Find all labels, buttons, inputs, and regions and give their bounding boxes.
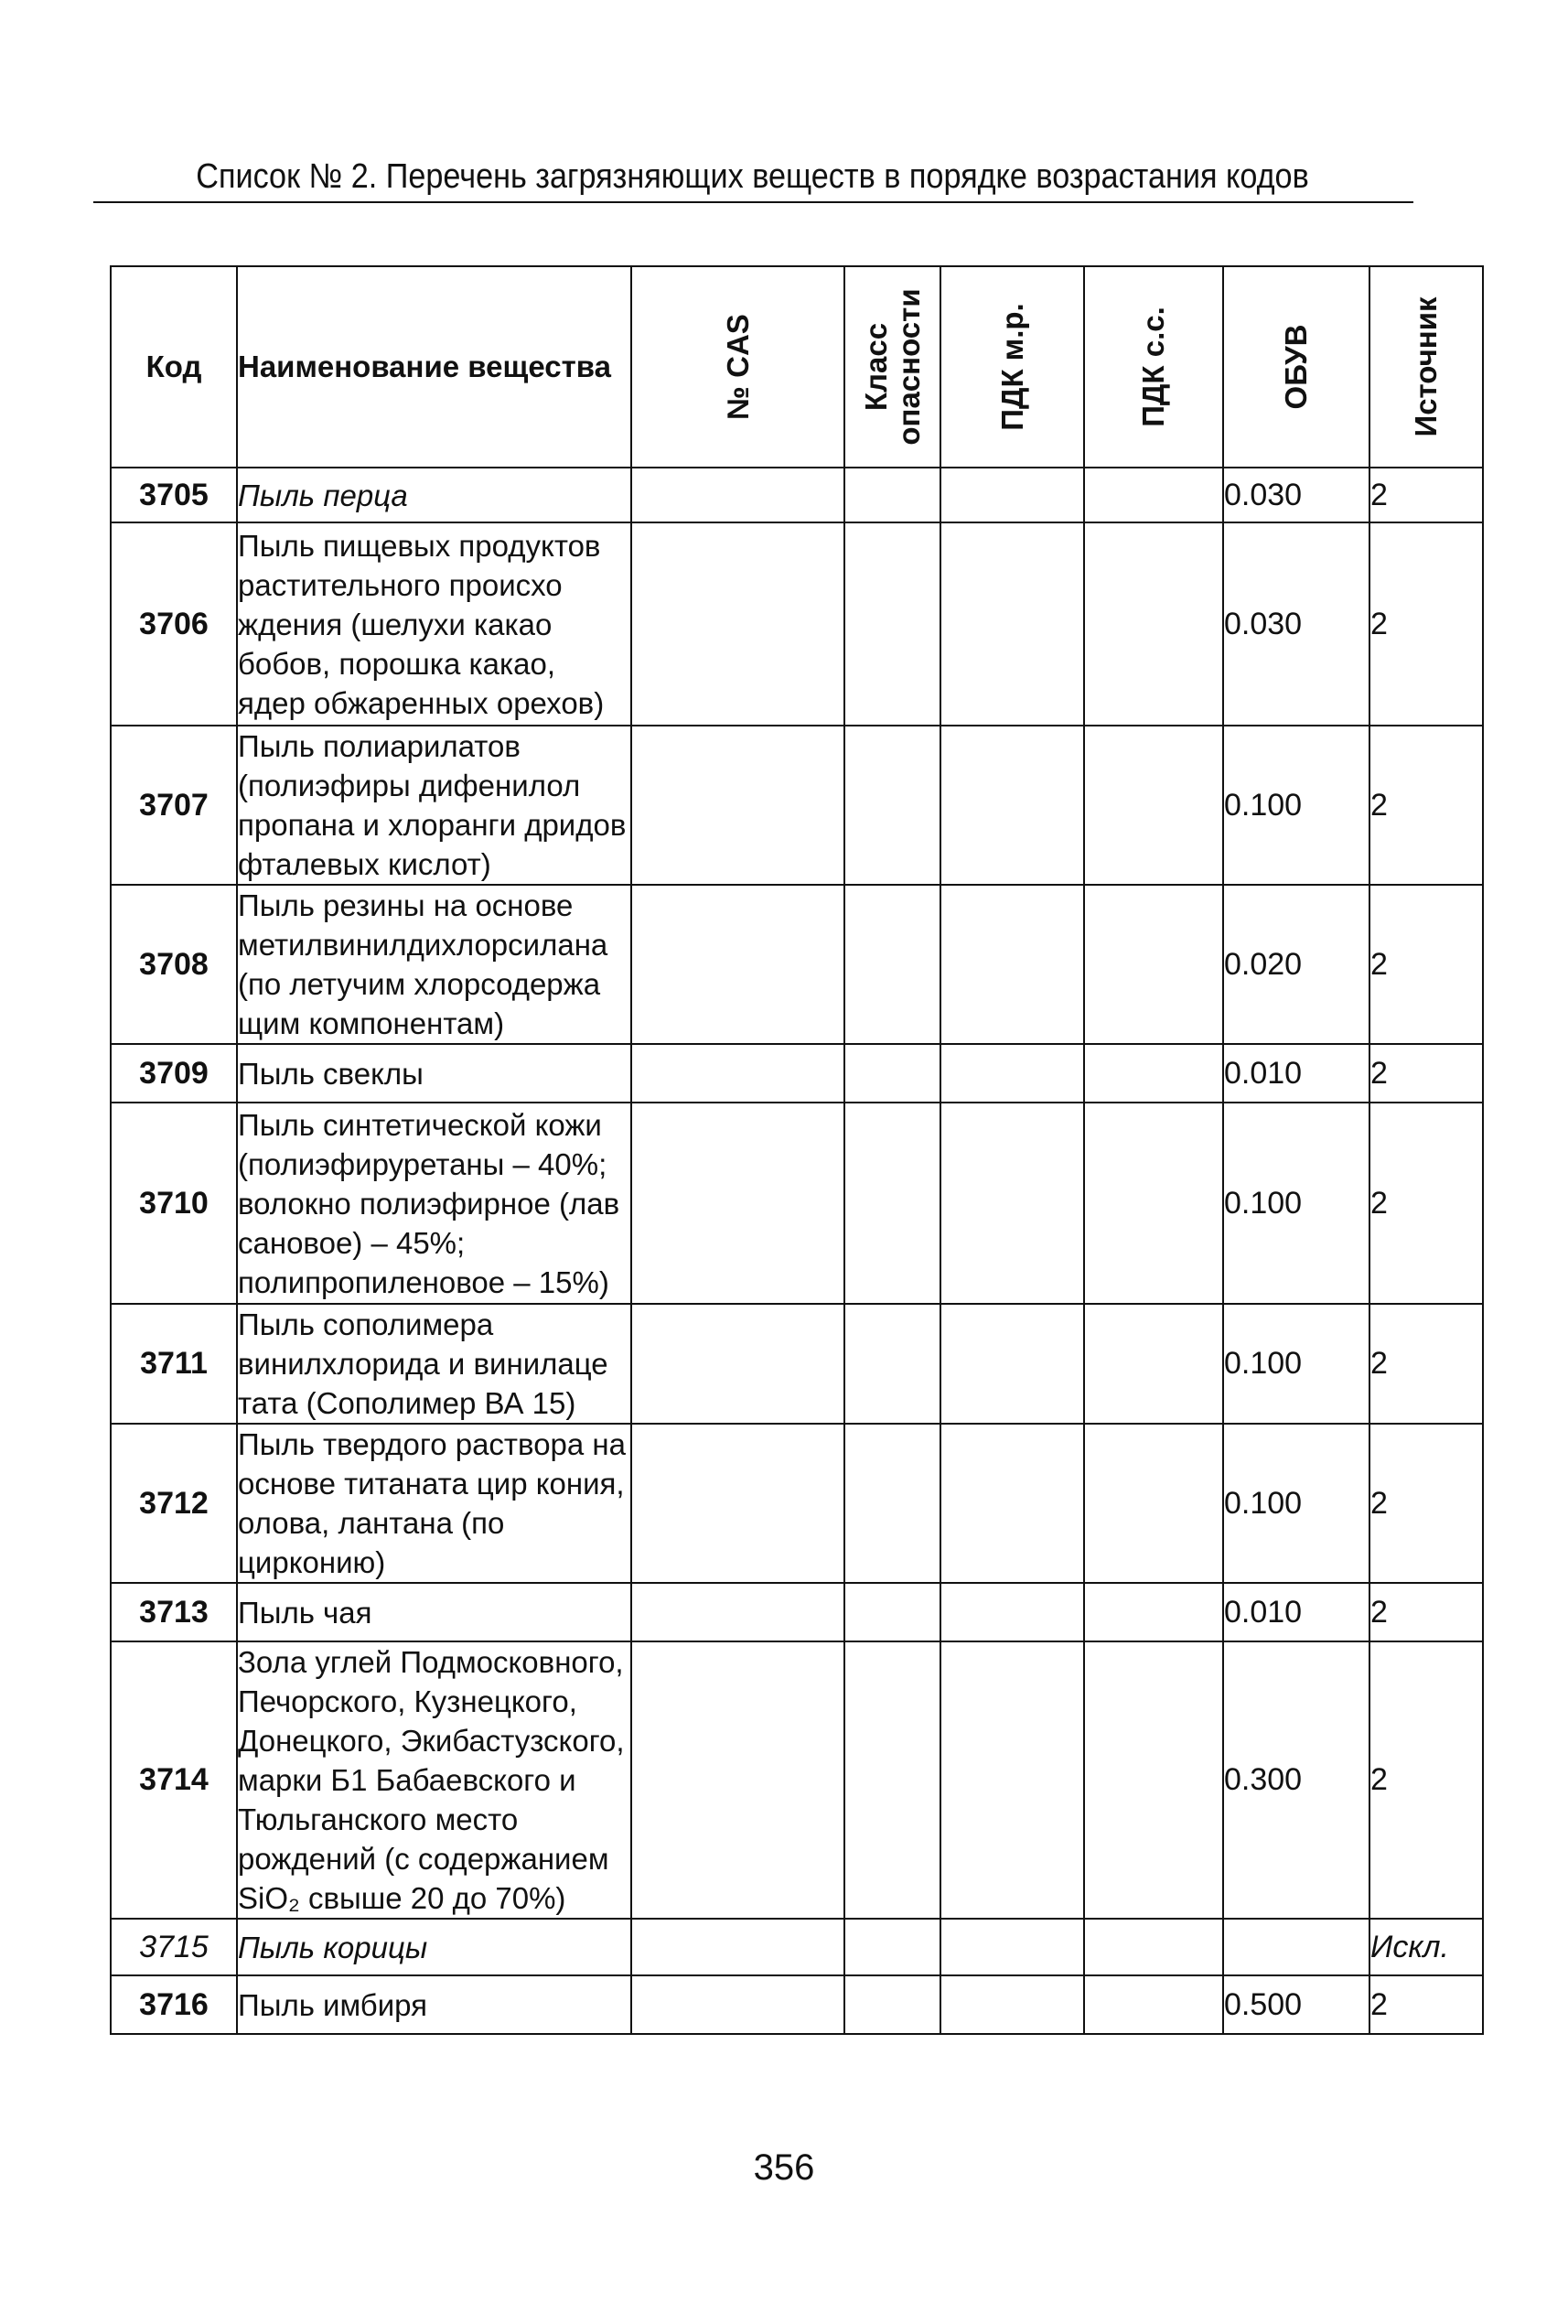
cell-name: Пыль твердого раствора на основе титаната цир кония, олова, лантана (по цирконию) <box>237 1424 631 1583</box>
pollutants-table <box>110 265 1484 2035</box>
header-cas <box>631 266 844 468</box>
cell-pdk-mr <box>940 1044 1084 1103</box>
cell-cas <box>631 1304 844 1424</box>
table-row <box>111 1975 1483 2034</box>
cell-obuv <box>1223 1919 1369 1975</box>
cell-code: 3707 <box>111 726 237 885</box>
cell-pdk-mr <box>940 1103 1084 1304</box>
cell-source: 2 <box>1369 1044 1483 1103</box>
cell-hazard-class <box>844 885 940 1044</box>
cell-source: 2 <box>1369 1975 1483 2034</box>
cell-hazard-class <box>844 1304 940 1424</box>
header-pdk-ss-label: ПДК с.с. <box>1136 307 1170 427</box>
cell-name: Пыль корицы <box>237 1919 631 1975</box>
cell-pdk-ss <box>1084 1304 1223 1424</box>
cell-cas <box>631 1103 844 1304</box>
cell-source: 2 <box>1369 468 1483 522</box>
cell-obuv: 0.100 <box>1223 1424 1369 1583</box>
cell-pdk-ss <box>1084 1975 1223 2034</box>
cell-code: 3714 <box>111 1641 237 1919</box>
header-name: Наименование вещества <box>237 266 631 468</box>
cell-obuv: 0.100 <box>1223 726 1369 885</box>
header-code: Код <box>111 266 237 468</box>
cell-pdk-ss <box>1084 726 1223 885</box>
table-row <box>111 468 1483 522</box>
cell-source: 2 <box>1369 1304 1483 1424</box>
cell-pdk-ss <box>1084 1103 1223 1304</box>
cell-code: 3713 <box>111 1583 237 1641</box>
cell-source: Искл. <box>1369 1919 1483 1975</box>
cell-source: 2 <box>1369 1641 1483 1919</box>
header-hazard-class <box>844 266 940 468</box>
table-row <box>111 1044 1483 1103</box>
table-row <box>111 726 1483 885</box>
cell-obuv: 0.020 <box>1223 885 1369 1044</box>
page-title: Список № 2. Перечень загрязняющих веществ в порядке возрастания кодов <box>196 157 1309 196</box>
cell-obuv: 0.010 <box>1223 1044 1369 1103</box>
cell-obuv: 0.030 <box>1223 522 1369 726</box>
cell-cas <box>631 468 844 522</box>
cell-name: Пыль чая <box>237 1583 631 1641</box>
cell-code: 3712 <box>111 1424 237 1583</box>
table-row <box>111 1641 1483 1919</box>
cell-obuv: 0.100 <box>1223 1103 1369 1304</box>
cell-source: 2 <box>1369 522 1483 726</box>
cell-hazard-class <box>844 1975 940 2034</box>
cell-name: Пыль резины на основе метилвинилдихлорсилана (по летучим хлорсодержа щим компонентам) <box>237 885 631 1044</box>
table-header-row <box>111 266 1483 468</box>
cell-code: 3715 <box>111 1919 237 1975</box>
page-number: 356 <box>753 2147 815 2188</box>
cell-cas <box>631 1919 844 1975</box>
cell-pdk-mr <box>940 1424 1084 1583</box>
cell-cas <box>631 885 844 1044</box>
cell-hazard-class <box>844 1044 940 1103</box>
header-pdk-mr <box>940 266 1084 468</box>
cell-name: Пыль имбиря <box>237 1975 631 2034</box>
cell-code: 3711 <box>111 1304 237 1424</box>
cell-pdk-mr <box>940 885 1084 1044</box>
cell-pdk-mr <box>940 726 1084 885</box>
table-row <box>111 1304 1483 1424</box>
cell-pdk-ss <box>1084 1641 1223 1919</box>
cell-source: 2 <box>1369 1424 1483 1583</box>
cell-pdk-mr <box>940 1641 1084 1919</box>
header-pdk-ss <box>1084 266 1223 468</box>
cell-pdk-mr <box>940 522 1084 726</box>
table-row-excluded <box>111 1919 1483 1975</box>
cell-cas <box>631 726 844 885</box>
cell-hazard-class <box>844 1919 940 1975</box>
cell-code: 3708 <box>111 885 237 1044</box>
cell-code: 3706 <box>111 522 237 726</box>
cell-hazard-class <box>844 522 940 726</box>
cell-name: Зола углей Подмосковного, Печорского, Кузнецкого, Донецкого, Экибастузского, марки Б1 Бабаевского и Тюльганского место рождений (с содержанием SiO₂ свыше 20 до 70%) <box>237 1641 631 1919</box>
cell-name: Пыль свеклы <box>237 1044 631 1103</box>
cell-cas <box>631 1044 844 1103</box>
cell-pdk-ss <box>1084 468 1223 522</box>
cell-hazard-class <box>844 468 940 522</box>
cell-pdk-ss <box>1084 522 1223 726</box>
cell-code: 3710 <box>111 1103 237 1304</box>
cell-pdk-mr <box>940 1304 1084 1424</box>
cell-obuv: 0.010 <box>1223 1583 1369 1641</box>
cell-cas <box>631 522 844 726</box>
cell-source: 2 <box>1369 1103 1483 1304</box>
cell-name: Пыль сополимера винилхлорида и винилаце тата (Сополимер ВА 15) <box>237 1304 631 1424</box>
cell-source: 2 <box>1369 885 1483 1044</box>
table-row <box>111 1103 1483 1304</box>
cell-hazard-class <box>844 726 940 885</box>
cell-source: 2 <box>1369 1583 1483 1641</box>
table-row <box>111 885 1483 1044</box>
cell-hazard-class <box>844 1583 940 1641</box>
header-obuv-label: ОБУВ <box>1279 324 1313 410</box>
table-row <box>111 1583 1483 1641</box>
header-hazard-class-label: Класс опасности <box>858 288 926 446</box>
cell-name: Пыль пищевых продуктов растительного происхо ждения (шелухи какао бобов, порошка какао, ядер обжаренных орехов) <box>237 522 631 726</box>
cell-cas <box>631 1424 844 1583</box>
cell-obuv: 0.100 <box>1223 1304 1369 1424</box>
cell-pdk-mr <box>940 1583 1084 1641</box>
cell-code: 3716 <box>111 1975 237 2034</box>
cell-pdk-ss <box>1084 1583 1223 1641</box>
header-source-label: Источник <box>1409 296 1443 437</box>
cell-pdk-mr <box>940 1919 1084 1975</box>
cell-pdk-ss <box>1084 885 1223 1044</box>
cell-code: 3709 <box>111 1044 237 1103</box>
header-source <box>1369 266 1483 468</box>
cell-pdk-mr <box>940 1975 1084 2034</box>
header-cas-label: № CAS <box>720 314 755 420</box>
header-pdk-mr-label: ПДК м.р. <box>994 303 1029 431</box>
cell-pdk-mr <box>940 468 1084 522</box>
cell-name: Пыль синтетической кожи (полиэфируретаны – 40%; волокно полиэфирное (лав сановое) – 45%; полипропиленовое – 15%) <box>237 1103 631 1304</box>
cell-code: 3705 <box>111 468 237 522</box>
cell-name: Пыль полиарилатов (полиэфиры дифенилол пропана и хлоранги дридов фталевых кислот) <box>237 726 631 885</box>
table-row <box>111 1424 1483 1583</box>
cell-hazard-class <box>844 1103 940 1304</box>
cell-source: 2 <box>1369 726 1483 885</box>
cell-pdk-ss <box>1084 1424 1223 1583</box>
cell-cas <box>631 1641 844 1919</box>
cell-cas <box>631 1583 844 1641</box>
cell-name: Пыль перца <box>237 468 631 522</box>
cell-pdk-ss <box>1084 1044 1223 1103</box>
cell-obuv: 0.500 <box>1223 1975 1369 2034</box>
title-underline <box>93 201 1413 203</box>
cell-obuv: 0.030 <box>1223 468 1369 522</box>
cell-hazard-class <box>844 1424 940 1583</box>
cell-cas <box>631 1975 844 2034</box>
cell-obuv: 0.300 <box>1223 1641 1369 1919</box>
header-obuv <box>1223 266 1369 468</box>
table-row <box>111 522 1483 726</box>
cell-pdk-ss <box>1084 1919 1223 1975</box>
cell-hazard-class <box>844 1641 940 1919</box>
